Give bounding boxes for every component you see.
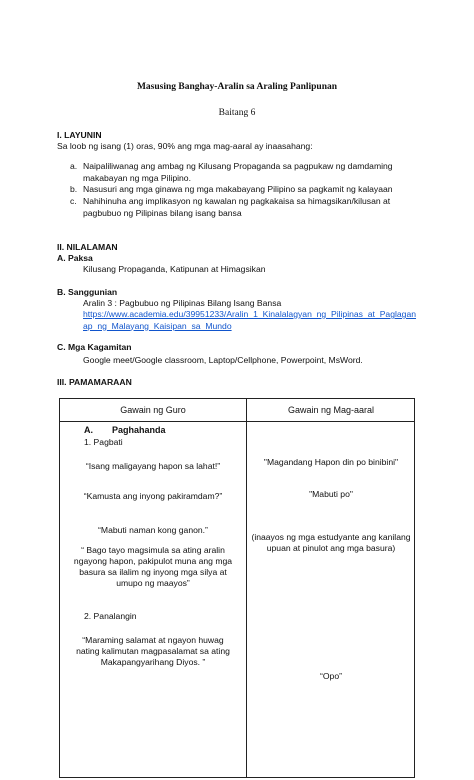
- section-marker: A.: [84, 425, 93, 435]
- activity-table: [59, 398, 415, 778]
- pamamaraan-heading: III. PAMAMARAAN: [57, 377, 132, 387]
- paksa-text: Kilusang Propaganda, Katipunan at Himagsikan: [83, 264, 266, 274]
- table-column-divider: [246, 399, 247, 777]
- objective-c-marker: c.: [70, 196, 77, 206]
- sanggunian-text: Aralin 3 : Pagbubuo ng Pilipinas Bilang Isang Bansa: [83, 298, 282, 308]
- kagamitan-heading: C. Mga Kagamitan: [57, 342, 132, 352]
- header-gawain-ng-guro: Gawain ng Guro: [120, 405, 186, 415]
- guro-instruction: “ Bago tayo magsimula sa ating aralin ngayong hapon, pakipulot muna ang mga basura sa ilalim ng inyong mga silya at umupo ng maayos”: [73, 545, 233, 588]
- sanggunian-heading: B. Sanggunian: [57, 287, 118, 297]
- reference-link-line2[interactable]: ap_ng_Malayang_Kaisipan_sa_Mundo: [83, 320, 232, 331]
- grade-level: Baitang 6: [218, 108, 256, 118]
- layunin-heading: I. LAYUNIN: [57, 130, 102, 140]
- reference-link[interactable]: [83, 309, 416, 332]
- guro-greeting: “Isang maligayang hapon sa lahat!”: [85, 461, 221, 471]
- step-panalangin: 2. Panalangin: [84, 611, 137, 621]
- layunin-intro: Sa loob ng isang (1) oras, 90% ang mga mag-aaral ay inaasahang:: [57, 141, 313, 151]
- objective-a-marker: a.: [70, 161, 78, 171]
- paksa-heading: A. Paksa: [57, 253, 93, 263]
- guro-kamusta: “Kamusta ang inyong pakiramdam?”: [83, 491, 223, 501]
- objective-b: Nasusuri ang mga ginawa ng mga makabayang Pilipino sa pagkamit ng kalayaan: [83, 184, 393, 194]
- nilalaman-heading: II. NILALAMAN: [57, 242, 118, 252]
- mag-aaral-opo: “Opo”: [320, 671, 342, 681]
- kagamitan-text: Google meet/Google classroom, Laptop/Cellphone, Powerpoint, MsWord.: [83, 355, 363, 365]
- mag-aaral-mabuti: "Mabuti po": [309, 489, 353, 499]
- step-pagbati: 1. Pagbati: [84, 437, 123, 447]
- lesson-plan-title: Masusing Banghay-Aralin sa Araling Panlipunan: [136, 82, 338, 92]
- mag-aaral-greeting: "Magandang Hapon din po binibini": [263, 457, 399, 467]
- reference-link-line1[interactable]: https://www.academia.edu/39951233/Aralin_1_Kinalalagyan_ng_Pilipinas_at_Paglagan: [83, 309, 417, 319]
- objective-b-marker: b.: [70, 184, 78, 194]
- guro-panalangin: “Maraming salamat at ngayon huwag nating kalimutan magpasalamat sa ating Makapangyarihang Diyos. ”: [76, 635, 230, 667]
- section-title: Paghahanda: [112, 425, 166, 435]
- objective-a: Naipaliliwanag ang ambag ng Kilusang Propaganda sa pagpukaw ng damdaming makabayan ng mga Pilipino.: [83, 161, 393, 183]
- guro-mabuti: “Mabuti naman kong ganon.”: [98, 525, 208, 535]
- objective-c: Nahihinuha ang implikasyon ng kawalan ng pagkakaisa sa himagsikan/kilusan at pagbubuo ng Pilipinas bilang isang bansa: [83, 196, 391, 218]
- mag-aaral-action: (inaayos ng mga estudyante ang kanilang upuan at pinulot ang mga basura): [251, 532, 411, 553]
- header-gawain-ng-mag-aaral: Gawain ng Mag-aaral: [287, 405, 375, 415]
